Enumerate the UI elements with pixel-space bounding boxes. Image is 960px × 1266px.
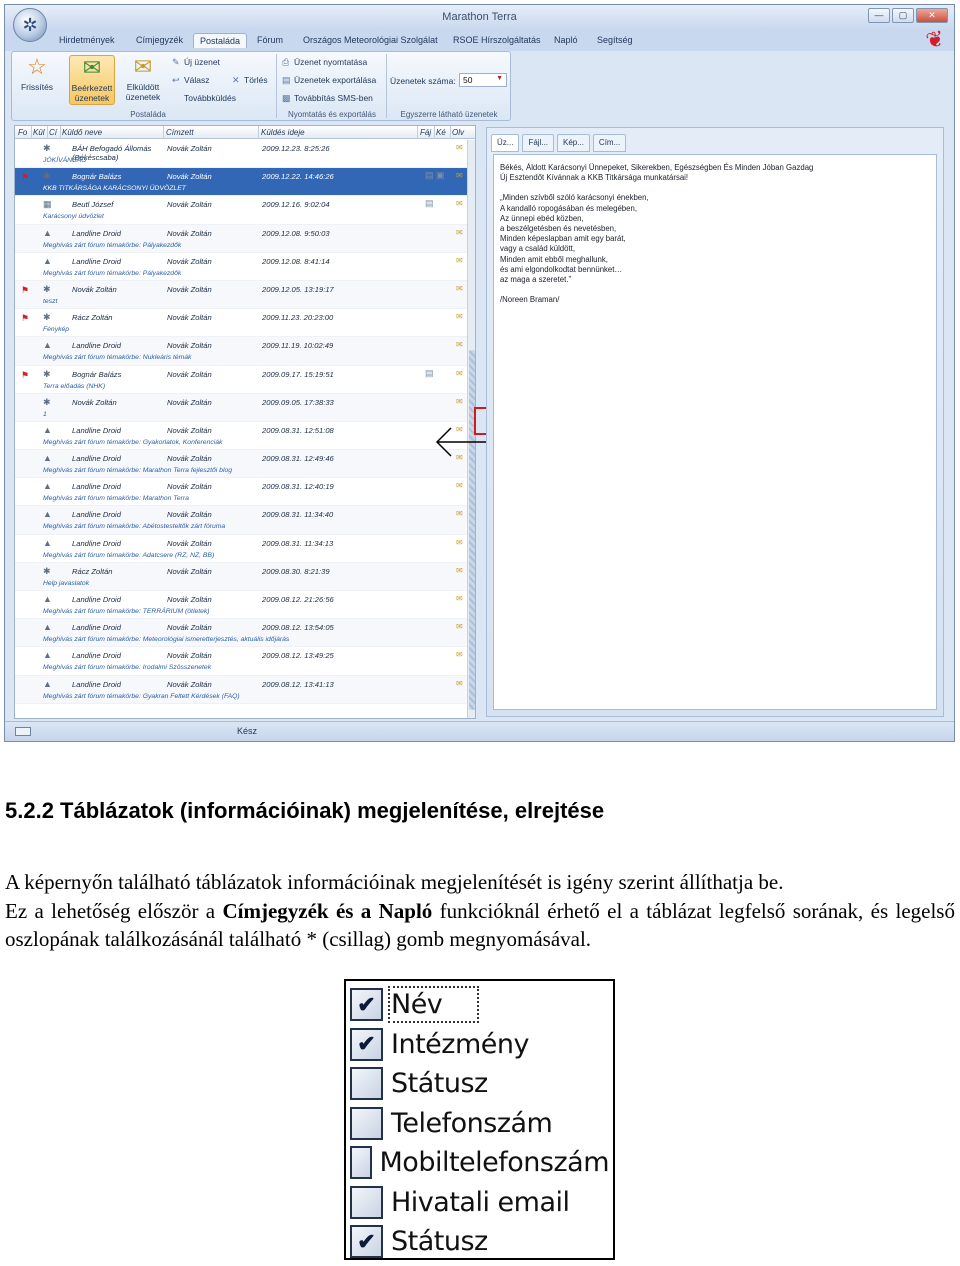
column-chooser [344,979,615,1260]
status-text: Kész [237,726,258,736]
column-option-label: Státusz [391,1068,488,1100]
recipient-cell: Novák Zoltán [167,397,212,407]
sender-cell: Rácz Zoltán [72,566,113,576]
sender-cell: Beutl József [72,200,114,210]
sent-time-cell: 2009.08.30. 8:21:39 [262,566,330,576]
attachment-icon[interactable]: ▤ [425,367,434,378]
recipient-cell: Novák Zoltán [167,454,212,464]
list-header [15,126,475,139]
envelope-icon: ✉ [456,143,463,152]
close-button[interactable]: ✕ [916,8,948,23]
status-bar [5,721,954,741]
flag-icon[interactable]: ⚑ [21,284,30,295]
sender-cell: BÁH Befogadó Állomás (Békéscsaba) [72,144,152,162]
sender-cell: Landline Droid [72,510,121,520]
sender-type-icon: ▲ [43,340,52,351]
flag-icon[interactable]: ⚑ [21,313,30,324]
sent-icon: ✉ [133,54,153,79]
unchecked-checkbox[interactable] [350,1146,372,1179]
message-paragraph: /Noreen Braman/ [500,295,560,305]
delete-button[interactable] [232,75,268,86]
envelope-icon: ✉ [456,199,463,209]
table-row[interactable] [15,225,467,253]
column-option-label: Név [391,989,476,1020]
table-row[interactable] [15,535,467,563]
column-header-image[interactable]: Ké [436,128,446,137]
recipient-cell: Novák Zoltán [167,144,212,153]
preview-pane [486,127,944,717]
sender-type-icon: ✱ [43,171,51,182]
tab-address-book[interactable]: Címjegyzék [136,35,184,45]
envelope-icon: ✉ [456,396,463,406]
subject-cell: Meghívás zárt fórum témakörbe: Gyakorlatok, Konferenciák [43,438,223,446]
section-heading: 5.2.2 Táblázatok (információinak) megjelenítése, elrejtése [5,798,605,823]
subject-cell: Meghívás zárt fórum témakörbe: Abétostesteltők zárt fóruma [43,523,226,531]
app-window [4,4,955,742]
unchecked-checkbox[interactable] [350,1107,383,1140]
envelope-icon: ✉ [456,453,463,463]
recipient-cell: Novák Zoltán [167,313,212,323]
forward-button[interactable] [172,93,236,103]
subject-cell: Meghívás zárt fórum témakörbe: Marathon Terra fejlesztői blog [43,467,233,475]
recipient-cell: Novák Zoltán [167,200,212,210]
table-row[interactable] [15,168,467,196]
sender-type-icon: ▲ [43,227,52,238]
sender-cell: Landline Droid [72,256,121,266]
sender-type-icon: ▲ [43,594,52,604]
sender-type-icon: ▲ [43,453,52,464]
sent-time-cell: 2009.11.23. 20:23:00 [262,313,334,323]
sender-cell: Bognár Balázs [72,172,122,182]
flag-icon[interactable]: ⚑ [21,172,30,183]
delete-icon: ✕ [232,75,240,85]
chevron-down-icon: ▼ [496,75,503,82]
sender-cell: Novák Zoltán [72,284,117,294]
message-rows [15,140,467,704]
column-header-read[interactable]: Olv [452,128,464,137]
sender-cell: Landline Droid [72,651,121,661]
recipient-cell: Novák Zoltán [167,566,212,576]
sender-cell: Landline Droid [72,425,121,435]
export-label: Üzenetek exportálása [294,75,377,85]
star-icon: ☆ [27,54,47,79]
subject-cell: Meghívás zárt fórum témakörbe: Nukleáris témák [43,354,192,362]
envelope-icon: ✉ [456,283,463,293]
envelope-icon: ✉ [456,312,463,322]
message-paragraph: „Minden szívből szóló karácsonyi énekben, A kandalló ropogásában és melegében, Az ünnepi ebéd közben, a beszélgetésben és nevetésben, Minden képeslapban amit egy barát, vagy a család küldött, Minden amit ebből meghallunk, és ami elgondolkodtat bennünket… az maga a szeretet.” [500,193,649,285]
sender-cell: Rácz Zoltán [72,313,113,323]
sender-type-icon: ▲ [43,678,52,689]
sent-time-cell: 2009.08.31. 12:49:46 [262,454,334,464]
ribbon-panel [11,51,511,121]
subject-cell: Help javaslatok [43,579,90,587]
export-button[interactable] [282,75,376,86]
recipient-cell: Novák Zoltán [167,369,212,379]
envelope-icon: ✉ [456,171,463,181]
sender-type-icon: ▲ [43,509,52,520]
sent-time-cell: 2009.08.31. 11:34:40 [262,510,334,520]
new-message-icon: ✎ [172,57,180,67]
sent-time-cell: 2009.09.05. 17:38:33 [262,397,334,407]
sent-time-cell: 2009.11.19. 10:02:49 [262,341,334,351]
ribbon-bow-icon: ❦ [923,25,947,54]
table-row[interactable] [15,394,467,422]
flag-icon[interactable]: ⚑ [21,369,30,380]
sender-type-icon: ✱ [43,565,51,576]
column-option-label: Telefonszám [391,1107,553,1139]
sent-time-cell: 2009.12.16. 9:02:04 [262,200,330,210]
checked-checkbox[interactable]: ✔ [350,1225,383,1258]
paragraph-2-start: Ez a lehetőség először a [5,898,223,923]
tab-mailbox[interactable]: Postaláda [193,33,247,48]
sms-label: Továbbítás SMS-ben [294,93,373,103]
sender-type-icon: ✱ [43,312,51,323]
sender-cell: Landline Droid [72,482,121,492]
subject-cell: KKB TITKÁRSÁGA KARÁCSONYI ÜDVÖZLET [43,185,186,193]
recipient-cell: Novák Zoltán [167,538,212,548]
sender-type-icon: ▦ [43,199,52,210]
column-header-flag[interactable]: Fo [18,128,28,137]
inbox-label-1: Beérkezett [71,83,113,93]
minimize-button[interactable]: — [868,8,890,23]
window-title: Marathon Terra [442,11,517,23]
sent-label-2: üzenetek [125,92,161,102]
envelope-icon: ✉ [456,622,463,632]
table-row[interactable] [15,619,467,647]
envelope-icon: ✉ [456,565,463,575]
sent-time-cell: 2009.08.12. 21:26:56 [262,595,334,604]
column-option[interactable] [350,1025,609,1065]
export-icon: ▤ [282,75,291,85]
reply-icon: ↩ [172,75,180,85]
sms-forward-button[interactable] [282,93,373,104]
refresh-button[interactable] [14,55,60,105]
sender-type-icon: ▲ [43,255,52,266]
sent-time-cell: 2009.12.08. 9:50:03 [262,228,330,238]
recipient-cell: Novák Zoltán [167,425,212,435]
column-option-label: Mobiltelefonszám [379,1147,609,1179]
sms-icon: ▩ [282,93,291,103]
keyboard-icon [15,727,31,736]
column-option[interactable] [350,1183,609,1223]
window-controls [868,8,948,23]
checked-checkbox[interactable]: ✔ [350,988,383,1021]
column-header-sent-time[interactable]: Küldés ideje [261,128,305,137]
subject-cell: Meghívás zárt fórum témakörbe: Pályakezdők [43,241,182,249]
column-header-recipient[interactable]: Címzett [166,128,194,137]
preview-tabs [491,134,626,152]
envelope-icon: ✉ [456,227,463,237]
envelope-icon: ✉ [456,678,463,688]
envelope-icon: ✉ [456,255,463,265]
sent-time-cell: 2009.08.12. 13:49:25 [262,651,334,661]
recipient-cell: Novák Zoltán [167,623,212,633]
sent-time-cell: 2009.08.12. 13:41:13 [262,679,334,689]
subject-cell: Terra előadás (NHK) [43,382,106,390]
recipient-cell: Novák Zoltán [167,284,212,294]
group-label-mailbox: Postaláda [130,110,166,119]
tab-message[interactable]: Üz... [491,134,519,152]
ribbon-separator [276,54,277,118]
subject-cell: Meghívás zárt fórum témakörbe: TERRÁRIUM (ötletek) [43,608,210,615]
table-row[interactable] [15,478,467,506]
reply-label: Válasz [184,75,210,85]
sent-time-cell: 2009.12.22. 14:46:26 [262,172,334,182]
subject-cell: teszt [43,297,58,305]
new-message-button[interactable] [172,57,220,68]
subject-cell: Meghívás zárt fórum témakörbe: Adatcsere (RZ, NZ, BB) [43,551,215,559]
sender-type-icon: ▲ [43,481,52,492]
table-row[interactable] [15,422,467,450]
table-row[interactable] [15,309,467,337]
envelope-icon: ✉ [456,650,463,660]
recipient-cell: Novák Zoltán [167,341,212,351]
sender-type-icon: ▲ [43,424,52,435]
column-option[interactable] [350,1143,609,1183]
reply-button[interactable] [172,75,210,86]
recipient-cell: Novák Zoltán [167,679,212,689]
column-option-label: Státusz [391,1226,488,1258]
table-row[interactable] [15,647,467,675]
subject-cell: JÓKÍVÁNSÁG [43,157,87,164]
subject-cell: 1 [43,410,47,418]
recipient-cell: Novák Zoltán [167,228,212,238]
tab-weather-service[interactable]: Országos Meteorológiai Szolgálat [303,35,438,45]
app-logo-icon[interactable]: ✲ [13,8,47,42]
ribbon-tabs [5,31,954,51]
sent-time-cell: 2009.08.12. 13:54:05 [262,623,334,633]
print-button[interactable] [282,57,367,68]
recipient-cell: Novák Zoltán [167,651,212,661]
column-header-file[interactable]: Fáj [420,128,432,137]
envelope-icon: ✉ [456,340,463,350]
attachment-icon[interactable]: ▤ [425,198,434,209]
subject-cell: Meghívás zárt fórum témakörbe: Marathon Terra [43,495,189,503]
tab-log[interactable]: Napló [554,35,578,45]
sent-time-cell: 2009.12.23. 8:25:26 [262,144,330,153]
ribbon-separator [386,54,387,118]
table-row[interactable] [15,140,467,168]
sender-cell: Landline Droid [72,454,121,464]
sender-type-icon: ▲ [43,537,52,548]
checked-checkbox[interactable]: ✔ [350,1028,383,1061]
sender-type-icon: ✱ [43,396,51,407]
envelope-icon: ✉ [456,424,463,434]
new-message-label: Új üzenet [184,57,220,67]
delete-label: Törlés [244,75,268,85]
tab-help[interactable]: Segítség [597,35,633,45]
subject-cell: Meghívás zárt fórum témakörbe: Meteorológiai ismeretterjesztés, aktuális időjárás [43,636,290,644]
column-header-sender[interactable]: Küldő neve [62,128,103,137]
subject-cell: Fénykép [43,326,70,334]
recipient-cell: Novák Zoltán [167,510,212,520]
inbox-label-2: üzenetek [74,93,110,103]
column-header-recipient-type[interactable]: Cí [49,128,57,137]
scrollbar-thumb[interactable] [469,350,475,710]
column-option-label: Intézmény [391,1028,529,1060]
group-label-visible-count: Egyszerre látható üzenetek [400,110,498,119]
tab-files[interactable]: Fájl... [522,134,554,152]
inbox-icon: ✉ [82,55,102,80]
sender-cell: Landline Droid [72,538,121,548]
message-paragraph: Békés, Áldott Karácsonyi Ünnepeket, Sikerekben, Egészségben És Minden Jóban Gazdag Új Esztendőt Kívánnak a KKB Titkársága munkatársai! [500,163,814,183]
table-row[interactable] [15,253,467,281]
tab-announcements[interactable]: Hirdetmények [59,35,115,45]
envelope-icon: ✉ [456,594,463,603]
sender-cell: Landline Droid [72,679,121,689]
message-count-value: 50 [463,75,473,85]
column-option[interactable] [350,1104,609,1144]
recipient-cell: Novák Zoltán [167,482,212,492]
sender-type-icon: ✱ [43,143,51,153]
recipient-cell: Novák Zoltán [167,595,212,604]
group-label-print-export: Nyomtatás és exportálás [287,110,377,119]
subject-cell: Meghívás zárt fórum témakörbe: Irodalmi Szösszenetek [43,664,212,672]
sender-cell: Landline Droid [72,341,121,351]
print-label: Üzenet nyomtatása [294,57,368,67]
message-count-label: Üzenetek száma: [390,76,456,86]
sender-type-icon: ✱ [43,368,51,379]
sender-type-icon: ▲ [43,622,52,633]
message-list [14,125,476,719]
table-row[interactable] [15,591,467,619]
envelope-icon: ✉ [456,368,463,378]
forward-label: Továbbküldés [184,93,236,103]
envelope-icon: ✉ [456,481,463,491]
recipient-cell: Novák Zoltán [167,172,212,182]
refresh-label: Frissítés [20,82,54,92]
table-row[interactable] [15,676,467,704]
recipient-cell: Novák Zoltán [167,256,212,266]
table-row[interactable] [15,337,467,365]
paragraph-2-end: funkcióknál érhető el a táblázat legfelső sorának, és legelső oszlopának találkozásánál található * (csillag) gomb megnyomásával. [5,898,955,951]
unchecked-checkbox[interactable] [350,1186,383,1219]
column-option[interactable] [350,985,609,1025]
table-row[interactable] [15,196,467,224]
sender-type-icon: ✱ [43,283,51,294]
body-text [5,868,955,954]
envelope-icon: ✉ [456,509,463,519]
message-count-select[interactable] [459,73,507,87]
sent-time-cell: 2009.08.31. 11:34:13 [262,538,334,548]
subject-cell: Meghívás zárt fórum témakörbe: Pályakezdők [43,269,182,277]
sender-cell: Bognár Balázs [72,369,122,379]
sent-time-cell: 2009.09.17. 15:19:51 [262,369,334,379]
tab-addressees[interactable]: Cím... [593,134,626,152]
sender-type-icon: ▲ [43,650,52,661]
column-option-label: Hivatali email [391,1186,570,1218]
subject-cell: Meghívás zárt fórum témakörbe: Gyakran Feltett Kérdések (FAQ) [43,692,240,700]
sender-cell: Landline Droid [72,228,121,238]
column-header-sender-type[interactable]: Kül [33,128,45,137]
envelope-icon: ✉ [456,537,463,547]
column-option[interactable] [350,1064,609,1104]
tab-images[interactable]: Kép... [557,134,590,152]
printer-icon: ⎙ [282,57,290,67]
maximize-button[interactable]: ▢ [892,8,914,23]
subject-cell: Karácsonyi üdvözlet [43,213,104,221]
sent-label-1: Elküldött [126,82,160,92]
sent-time-cell: 2009.08.31. 12:40:19 [262,482,334,492]
paragraph-2-emphasis: Címjegyzék és a Napló [222,898,433,923]
column-option[interactable] [350,1222,609,1262]
sender-cell: Landline Droid [72,595,121,604]
tab-news-service[interactable]: RSOE Hírszolgáltatás [453,35,541,45]
sent-button[interactable] [120,55,166,105]
inbox-button[interactable] [69,55,115,105]
sent-time-cell: 2009.12.05. 13:19:17 [262,284,334,294]
sender-cell: Landline Droid [72,623,121,633]
table-row[interactable] [15,281,467,309]
table-row[interactable] [15,563,467,591]
table-row[interactable] [15,506,467,534]
tab-forum[interactable]: Fórum [257,35,284,45]
attachment-icon[interactable]: ▤ ▣ [425,170,445,181]
title-bar [5,5,954,31]
message-body [493,154,937,710]
sent-time-cell: 2009.12.08. 8:41:14 [262,256,330,266]
paragraph-1: A képernyőn található táblázatok információinak megjelenítését is igény szerint állíthatja be. [5,870,784,894]
unchecked-checkbox[interactable] [350,1067,383,1100]
sent-time-cell: 2009.08.31. 12:51:08 [262,425,334,435]
sender-cell: Novák Zoltán [72,397,117,407]
table-row[interactable] [15,366,467,394]
table-row[interactable] [15,450,467,478]
